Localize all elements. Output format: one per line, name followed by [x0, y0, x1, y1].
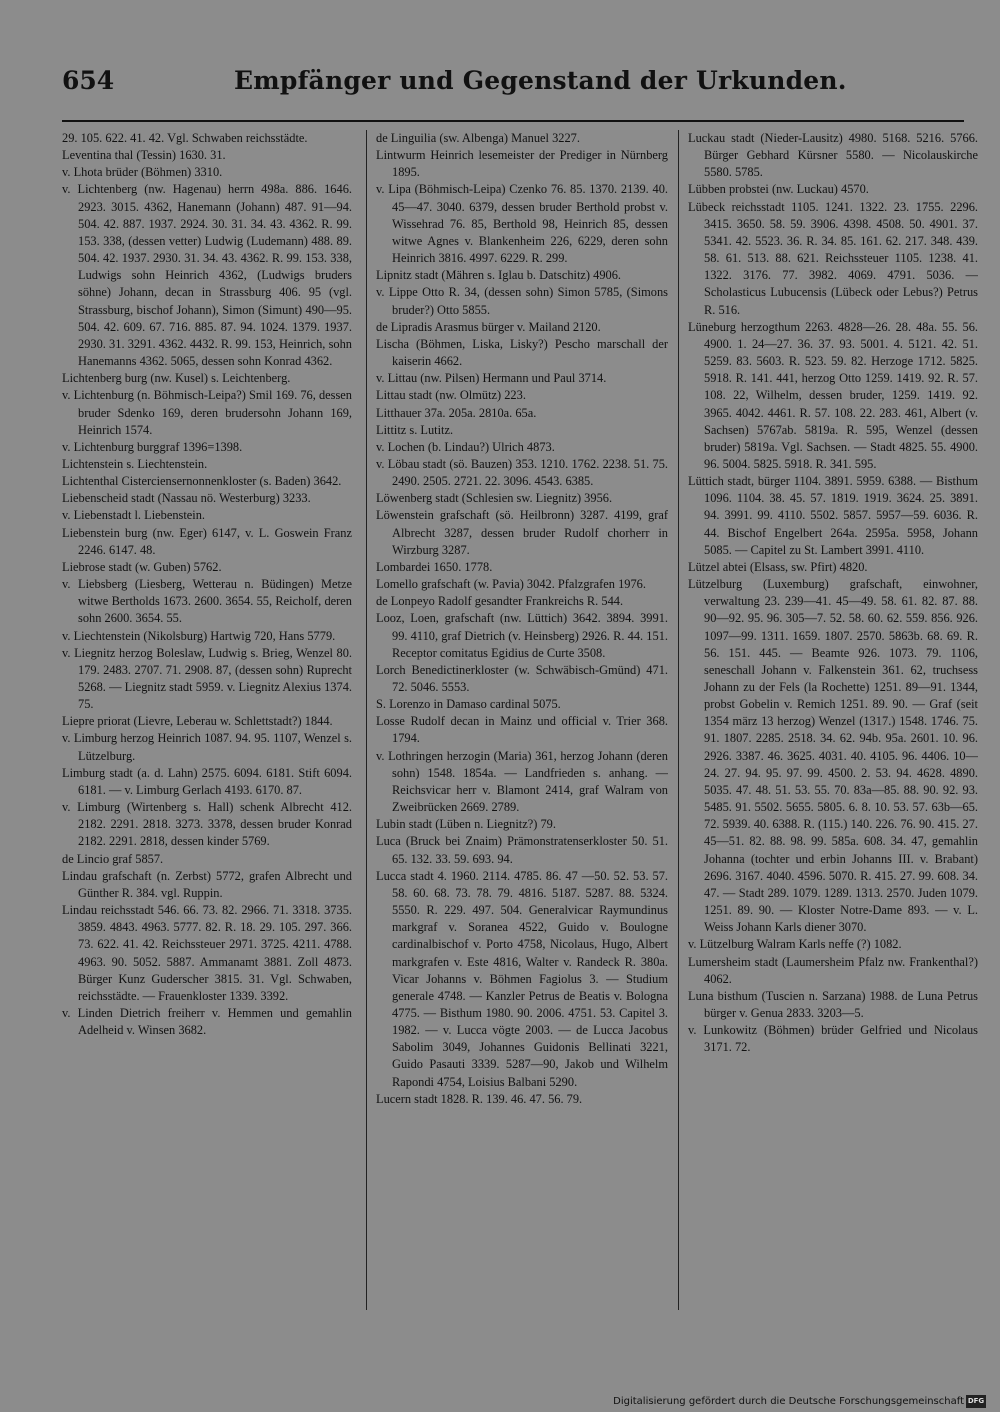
- index-entry: v. Lichtenburg (n. Böhmisch-Leipa?) Smil 169. 76, dessen bruder Sdenko 169, deren brudersohn Johann 169, Heinrich 1574.: [62, 388, 352, 437]
- index-entry: v. Lützelburg Walram Karls neffe (?) 1082.: [688, 937, 902, 952]
- index-entry: v. Lipa (Böhmisch-Leipa) Czenko 76. 85. 1370. 2139. 40. 45—47. 3040. 6379, dessen bruder Berthold probst v. Wissehrad 76. 85, Berthold 98, Heinrich 85, dessen witwe Agnes v. Blankenheim 226, 6229, deren sohn Heinrich 3816. 4997. 6229. R. 299.: [376, 182, 668, 266]
- index-entry: v. Limburg herzog Heinrich 1087. 94. 95. 1107, Wenzel s. Lützelburg.: [62, 731, 352, 763]
- index-entry: Litthauer 37a. 205a. 2810a. 65a.: [376, 405, 537, 420]
- index-entry: Lichtenberg burg (nw. Kusel) s. Leichtenberg.: [62, 371, 291, 386]
- index-entry: v. Linden Dietrich freiherr v. Hemmen und gemahlin Adelheid v. Winsen 3682.: [62, 1005, 352, 1038]
- index-entry: Looz, Loen, grafschaft (nw. Lüttich) 3642. 3894. 3991. 99. 4110, graf Dietrich (v. Heinsberg) 2926. R. 44. 151. Receptor comitatus Egidius de Curte 3508.: [376, 611, 668, 660]
- index-entry: Lorch Benedictinerkloster (w. Schwäbisch-Gmünd) 471. 72. 5046. 5553.: [376, 662, 668, 694]
- column-middle: [376, 130, 668, 1315]
- index-entry: Lindau grafschaft (n. Zerbst) 5772, grafen Albrecht und Günther R. 384. vgl. Ruppin.: [62, 868, 352, 900]
- column-divider: [366, 130, 367, 1310]
- index-entry: Lichtenstein s. Liechtenstein.: [62, 456, 208, 471]
- index-entry: Lützel abtei (Elsass, sw. Pfirt) 4820.: [688, 559, 868, 574]
- index-entry: Liebrose stadt (w. Guben) 5762.: [62, 559, 222, 574]
- index-columns: [62, 130, 982, 1315]
- index-entry: Liepre priorat (Lievre, Leberau w. Schlettstadt?) 1844.: [62, 714, 333, 729]
- index-entry: de Lonpeyo Radolf gesandter Frankreichs R. 544.: [376, 594, 624, 609]
- index-entry: Lüttich stadt, bürger 1104. 3891. 5959. 6388. — Bisthum 1096. 1104. 38. 45. 57. 1819. 1919. 3624. 25. 3891. 94. 3991. 99. 4110. 5502. 5857. 5957—59. 6036. R. 44. Bischof Engelbert 264a. 2595a. 5958, Johann 5085. — Capitel zu St. Lambert 3991. 4110.: [688, 474, 978, 557]
- index-entry: Limburg stadt (a. d. Lahn) 2575. 6094. 6181. Stift 6094. 6181. — v. Limburg Gerlach 4193. 6170. 87.: [62, 765, 352, 797]
- index-entry: Lubin stadt (Lüben n. Liegnitz?) 79.: [376, 817, 556, 832]
- index-entry: Losse Rudolf decan in Mainz und official v. Trier 368. 1794.: [376, 714, 668, 746]
- index-entry: Lübben probstei (nw. Luckau) 4570.: [688, 182, 869, 197]
- index-entry: Littitz s. Lutitz.: [376, 422, 454, 437]
- index-entry: Lischa (Böhmen, Liska, Lisky?) Pescho marschall der kaiserin 4662.: [376, 336, 668, 369]
- index-entry: v. Löbau stadt (sö. Bauzen) 353. 1210. 1762. 2238. 51. 75. 2490. 2505. 2721. 22. 3096. 4543. 6385.: [376, 456, 668, 489]
- column-divider: [678, 130, 679, 1310]
- index-entry: Lindau reichsstadt 546. 66. 73. 82. 2966. 71. 3318. 3735. 3859. 4843. 4963. 5777. 82. R. 18. 29. 105. 297. 366. 73. 622. 41. 42. Reichssteuer 2971. 3725. 4211. 4788. 4963. 90. 5052. 5887. Ammanamt 3881. Zoll 4873. Bürger Kunz Guderscher 3815. 31. Vgl. Schwaben, reichsstädte. — Frauenkloster 1339. 3392.: [62, 903, 352, 1003]
- index-entry: 29. 105. 622. 41. 42. Vgl. Schwaben reichsstädte.: [62, 131, 308, 145]
- index-entry: de Linguilia (sw. Albenga) Manuel 3227.: [376, 131, 580, 145]
- index-entry: v. Littau (nw. Pilsen) Hermann und Paul 3714.: [376, 371, 607, 386]
- index-entry: v. Lichtenburg burggraf 1396=1398.: [62, 439, 243, 454]
- footer: [580, 1396, 990, 1410]
- page-header: [62, 66, 962, 106]
- index-entry: Liebenstein burg (nw. Eger) 6147, v. L. Goswein Franz 2246. 6147. 48.: [62, 525, 352, 557]
- index-entry: Lützelburg (Luxemburg) grafschaft, einwohner, verwaltung 23. 239—41. 45—49. 58. 61. 82. 87. 88. 90—92. 95. 96. 305—7. 52. 58. 60. 62. 559. 856. 926. 1097—99. 1311. 1659. 1807. 2570. 5863b. 68. 69. R. 56. 151. 445. — Beamte 926. 1073. 79. 1106, seneschall Johann v. Falkenstein 361. 62, truchsess Johann zu der Fels (la Rochette) 1251. 89—91. 1344, probst Gobelin v. Remich 1251. 89. 90. — Graf (seit 1354 märz 13 herzog) Wenzel (1317.) 1548. 1746. 75. 91. 1807. 2285. 2518. 34. 62. 94b. 95a. 2601. 10. 96. 2926. 3387. 46. 3625. 4031. 40. 4105. 96. 4406. 10—24. 27. 94. 95. 97. 99. 4500. 2. 53. 94. 4628. 4890. 5035. 47. 48. 51. 53. 55. 70. 83a—85. 88. 90. 92. 93. 5485. 91. 5502. 5655. 5805. 6. 8. 10. 53. 57. 63b—65. 72. 5939. 40. 6388. R. (115.) 140. 226. 76. 90. 415. 27. 45—51. 82. 88. 98. 99. 585a. 608. 34. 47, gemahlin Johanna (tochter und erbin Johanns III. v. Brabant) 2696. 3167. 4040. 4596. 5070. R. 415. 27. 99. 608. 34. 47. — Stadt 289. 1079. 1289. 1313. 2570. Juden 1079. 1251. 89. 90. — Kloster Notre-Dame 893. — v. L. Weiss Johann Karls diener 3070.: [688, 577, 978, 935]
- column-right: [688, 130, 978, 1315]
- index-entry: Luckau stadt (Nieder-Lausitz) 4980. 5168. 5216. 5766. Bürger Gebhard Kürsner 5580. — Nicolauskirche 5580. 5785.: [688, 131, 978, 180]
- index-entry: Löwenberg stadt (Schlesien sw. Liegnitz) 3956.: [376, 491, 613, 506]
- index-entry: v. Limburg (Wirtenberg s. Hall) schenk Albrecht 412. 2182. 2291. 2818. 3273. 3378, dessen bruder Konrad 2182. 2291. 2818, dessen kinder 5769.: [62, 800, 352, 849]
- index-entry: S. Lorenzo in Damaso cardinal 5075.: [376, 697, 561, 712]
- index-entry: Lucern stadt 1828. R. 139. 46. 47. 56. 79.: [376, 1091, 583, 1106]
- index-entry: Lombardei 1650. 1778.: [376, 559, 493, 574]
- index-entry: v. Lunkowitz (Böhmen) brüder Gelfried und Nicolaus 3171. 72.: [688, 1023, 978, 1055]
- dfg-logo-icon: DFG: [966, 1395, 986, 1408]
- page-number: 654: [62, 66, 115, 95]
- page-title: Empfänger und Gegenstand der Urkunden.: [234, 66, 847, 95]
- index-entry: Luca (Bruck bei Znaim) Prämonstratenserkloster 50. 51. 65. 132. 33. 59. 693. 94.: [376, 834, 668, 866]
- index-entry: Lübeck reichsstadt 1105. 1241. 1322. 23. 1755. 2296. 3415. 3650. 58. 59. 3906. 4398. 4508. 50. 4901. 37. 5341. 42. 5523. 36. R. 34. 85. 161. 62. 217. 348. 439. 58. 61. 513. 88. 621. Reichssteuer 1105. 1238. 41. 1322. 3176. 77. 3982. 4069. 4791. 5036. — Scholasticus Lubucensis (Lübeck oder Lebus?) Petrus R. 516.: [688, 199, 978, 317]
- index-entry: de Lincio graf 5857.: [62, 851, 164, 866]
- index-entry: v. Lhota brüder (Böhmen) 3310.: [62, 165, 223, 180]
- index-entry: Luna bisthum (Tuscien n. Sarzana) 1988. de Luna Petrus bürger v. Genua 2833. 3203—5.: [688, 988, 978, 1020]
- index-entry: Lomello grafschaft (w. Pavia) 3042. Pfalzgrafen 1976.: [376, 577, 646, 592]
- index-entry: v. Lothringen herzogin (Maria) 361, herzog Johann (deren sohn) 1548. 1854a. — Landfrieden s. anhang. — Reichsvicar herr v. Blamont 2414, graf Walram von Zweibrücken 2669. 2789.: [376, 748, 668, 815]
- index-entry: v. Lochen (b. Lindau?) Ulrich 4873.: [376, 439, 555, 454]
- index-entry: Lichtenthal Cisterciensernonnenkloster (s. Baden) 3642.: [62, 474, 342, 489]
- index-entry: Lucca stadt 4. 1960. 2114. 4785. 86. 47 —50. 52. 53. 57. 58. 60. 68. 73. 78. 79. 4816. 5187. 5287. 88. 5324. 5550. R. 229. 497. 504. Generalvicar Raymundinus markgraf v. Soranea 4522, Guido v. Boulogne cardinalbischof v. Porto 4758, Nicolaus, Hugo, Albert markgrafen v. Este 4816, Walter v. Randeck R. 380a. Vicar Johanns v. Böhmen Fagiolus 3. — Studium generale 4748. — Kanzler Petrus de Beatis v. Bologna 4775. — Bisthum 1980. 90. 2006. 4751. 53. Capitel 3. 1982. — v. Lucca vögte 2003. — de Lucca Jacobus Sabolim 3049, Johannes Guidonis Bellinati 3221, Guido Pasauti 3339. 5287—90, Jakob und Wilhelm Rapondi 4754, Loisius Balbani 5290.: [376, 868, 668, 1089]
- index-entry: Löwenstein grafschaft (sö. Heilbronn) 3287. 4199, graf Albrecht 3287, dessen bruder Rudolf chorherr in Wirzburg 3287.: [376, 508, 668, 557]
- index-entry: Lipnitz stadt (Mähren s. Iglau b. Datschitz) 4906.: [376, 268, 621, 283]
- index-entry: Lintwurm Heinrich lesemeister der Prediger in Nürnberg 1895.: [376, 148, 668, 180]
- column-left: [62, 130, 352, 1315]
- index-entry: Lumersheim stadt (Laumersheim Pfalz nw. Frankenthal?) 4062.: [688, 954, 978, 986]
- index-entry: v. Liechtenstein (Nikolsburg) Hartwig 720, Hans 5779.: [62, 628, 336, 643]
- index-entry: v. Lichtenberg (nw. Hagenau) herrn 498a. 886. 1646. 2923. 3015. 4362, Hanemann (Johann) 487. 91—94. 504. 42. 887. 1937. 2924. 30. 31. 34. 43. 4362. R. 99. 153. 338, (dessen vetter) Ludwig (Ludemann) 488. 89. 504. 42. 1937. 2930. 31. 34. 43. 4362. R. 99. 153. 338, Ludwigs sohn Heinrich 4362, (Ludwigs bruders söhne) Johann, decan in Strassburg 406. 95 (vgl. Strassburg, bischof Johann), Simon (Simunt) 490—95. 504. 42. 609. 67. 716. 885. 87. 94. 1024. 1379. 1937. 2930. 31. 3291. 4362. 4432. R. 99. 153, Heinrich, sohn Hanemanns 4362. 5065, dessen sohn Konrad 4362.: [62, 182, 352, 369]
- index-entry: Leventina thal (Tessin) 1630. 31.: [62, 148, 226, 163]
- index-entry: v. Liebsberg (Liesberg, Wetterau n. Büdingen) Metze witwe Bertholds 1673. 2600. 3654. 55, Reicholf, deren sohn 2600. 3654. 55.: [62, 577, 352, 626]
- index-entry: de Lipradis Arasmus bürger v. Mailand 2120.: [376, 319, 601, 334]
- funding-note: Digitalisierung gefördert durch die Deutsche Forschungsgemeinschaft: [613, 1396, 964, 1407]
- index-entry: v. Liegnitz herzog Boleslaw, Ludwig s. Brieg, Wenzel 80. 179. 2483. 2707. 71. 2908. 87, (dessen sohn) Ruprecht 5268. — Liegnitz stadt 5959. v. Liegnitz Alexius 1374. 75.: [62, 645, 352, 712]
- index-entry: v. Liebenstadt l. Liebenstein.: [62, 508, 206, 523]
- header-rule: [62, 120, 964, 122]
- index-entry: Lüneburg herzogthum 2263. 4828—26. 28. 48a. 55. 56. 4900. 1. 24—27. 36. 37. 93. 5001. 4. 5121. 42. 51. 5259. 83. 5603. R. 523. 59. 82. Herzoge 1712. 5825. 5918. R. 141. 441, herzog Otto 1259. 1419. 92. R. 57. 108. 22, Wilhelm, dessen bruder, 1259. 1419. 92. 3965. 4042. 4461. R. 57. 108. 22. 283. 461, Albert (v. Sachsen) 5767ab. 5819a. R. 595, Wenzel (dessen bruder) 5819a. Vgl. Sachsen. — Stadt 4825. 55. 4900. 96. 5004. 5825. 5918. R. 341. 595.: [688, 319, 978, 471]
- index-entry: v. Lippe Otto R. 34, (dessen sohn) Simon 5785, (Simons bruder?) Otto 5855.: [376, 285, 668, 317]
- index-entry: Littau stadt (nw. Olmütz) 223.: [376, 388, 526, 403]
- index-entry: Liebenscheid stadt (Nassau nö. Westerburg) 3233.: [62, 491, 311, 506]
